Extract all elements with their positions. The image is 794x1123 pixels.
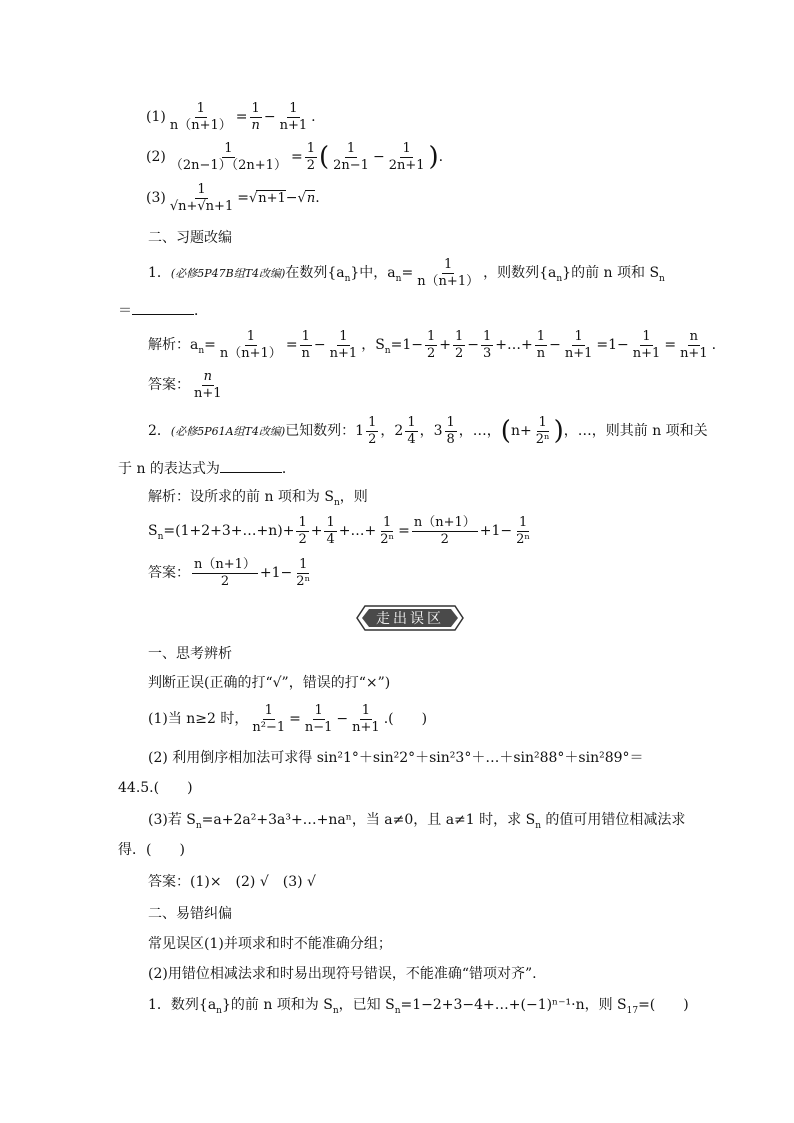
common-mistake-1: 常见误区(1)并项求和时不能准确分组；: [148, 936, 392, 952]
answer-blank: [220, 460, 282, 473]
judge-item-3-line2: 得．( ): [118, 842, 185, 858]
section-banner: [355, 604, 465, 632]
formula-1: (1) $\frac{1}{n(n+1)}$ = $\frac{1}{n}$ − $\frac{1}{n+1}$ .: [146, 101, 316, 133]
formula-label: (1): [146, 109, 166, 126]
question-1: 1．(必修5P47B组T4改编)在数列$\{a_n\}$中，$a_n=$ $\frac{1}{n(n+1)}$ ，则数列$\{a_n\}$的前 n 项和 $S_n$: [148, 257, 665, 289]
question-1-line2: ＝ ．: [118, 303, 208, 319]
exercise-1: 1．数列$\{a_n\}$的前 n 项和为 $S_n$，已知 $S_n=1-2+3-4+\dots+(-1)^{n-1}\cdot n$，则 $S_{17}=$( ): [148, 997, 689, 1016]
fraction: $\frac{1}{n(n+1)}$: [169, 101, 232, 133]
question-2-answer: 答案： $\frac{n(n+1)}{2}$ +1− $\frac{1}{\text{2ⁿ}}$: [148, 557, 311, 589]
question-2-solution-formula: $S_n=(1+2+3+\dots+n)+$ $\frac{1}{2}$ + $\frac{1}{4}$ +…+ $\frac{1}{\text{2ⁿ}}$ = $\frac{n(n+1)}{2}$ +1− $\frac{1}{\text{2ⁿ}}$: [148, 515, 531, 547]
section-title-thinking: 一、思考辨析: [148, 646, 232, 662]
judge-item-2-line2: 44.5.( ): [118, 780, 193, 796]
banner-text: 走出误区: [376, 611, 444, 627]
question-2-solution-intro: 解析：设所求的前 n 项和为 $S_n$，则: [148, 489, 368, 508]
judge-answer: 答案：(1)× (2) √ (3) √: [148, 874, 316, 890]
question-2: 2．(必修5P61A组T4改编)已知数列：1 $\frac{1}{2}$ ，2 $\frac{1}{4}$ ，3 $\frac{1}{8}$ ，…，(n+ $\frac{1}{\text{2ⁿ}}$ )，…，则其前 n 项和关: [148, 415, 708, 447]
question-2-line2: 于 n 的表达式为 ．: [118, 461, 296, 477]
question-1-solution: 解析：$a_n=$ $\frac{1}{n(n+1)}$ = $\frac{1}{n}$ − $\frac{1}{n+1}$ ，$S_n=1-$ $\frac{1}{2}$ + $\frac{1}{2}$ − $\frac{1}{3}$ +…+ $\frac{1}{n}$ − $\frac{1}{n+1}$ =1− $\frac{1}{n+1}$ = $\frac{n}{n+1}$ .: [148, 329, 717, 361]
judge-item-3-line1: (3)若 $S_n=a+2a^2+3a^3+\dots+na^n$，当 a≠0，且 a≠1 时，求 $S_n$ 的值可用错位相减法求: [148, 812, 686, 831]
section-title-error-correction: 二、易错纠偏: [148, 906, 232, 922]
judge-item-2-line1: (2) 利用倒序相加法可求得 sin²1°＋sin²2°＋sin²3°＋…＋sin²88°＋sin²89°＝: [148, 750, 644, 766]
judge-item-1: (1)当 n≥2 时， $\frac{1}{\text{n²−1}}$ = $\frac{1}{n-1}$ − $\frac{1}{n+1}$ .( ): [148, 703, 428, 735]
judge-intro: 判断正误(正确的打“√”，错误的打“×”): [148, 675, 391, 691]
common-mistake-2: (2)用错位相减法求和时易出现符号错误，不能准确“错项对齐”.: [148, 966, 537, 982]
formula-2: (2) $\frac{1}{(2n-1)(2n+1)}$ = $\frac{1}{2}$ ( $\frac{1}{2n-1}$ − $\frac{1}{2n+1}$ ).: [146, 141, 444, 173]
section-title-exercise-adaptation: 二、习题改编: [148, 230, 232, 246]
formula-label: (3): [146, 190, 166, 207]
answer-blank: [132, 302, 194, 315]
formula-3: (3) $\frac{1}{√n+√n+1}$ =√n+1−√n.: [146, 182, 320, 214]
formula-label: (2): [146, 149, 166, 166]
question-1-answer: 答案： $\frac{n}{n+1}$: [148, 369, 222, 401]
